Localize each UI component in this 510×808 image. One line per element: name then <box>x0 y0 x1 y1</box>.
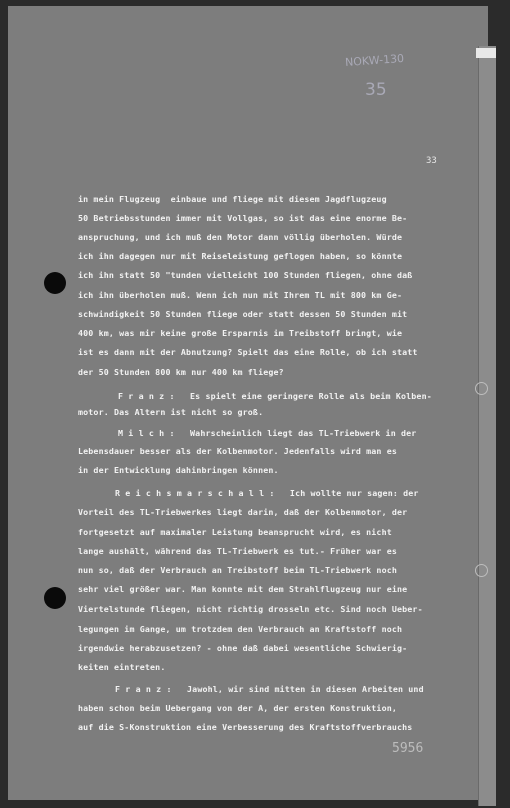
text-line: motor. Das Altern ist nicht so groß. <box>78 407 264 417</box>
text-line: 400 km, was mir keine große Ersparnis im Treibstoff bringt, wie <box>78 328 403 338</box>
page-number: 33 <box>426 156 437 166</box>
text-line: anspruchung, und ich muß den Motor dann völlig überholen. Würde <box>78 232 403 242</box>
text-line: ich ihn dagegen nur mit Reiseleistung geflogen haben, so könnte <box>78 251 403 261</box>
text-line: ich ihn überholen muß. Wenn ich nun mit Ihrem TL mit 800 km Ge- <box>78 290 403 300</box>
text-line: Lebensdauer besser als der Kolbenmotor. Jedenfalls wird man es <box>78 446 397 456</box>
text-line: legungen im Gange, um trotzdem den Verbrauch an Kraftstoff noch <box>78 624 403 634</box>
binder-ring <box>475 564 488 577</box>
text-line: in mein Flugzeug einbaue und fliege mit diesem Jagdflugzeug <box>78 194 387 204</box>
text-line: auf die S-Konstruktion eine Verbesserung des Kraftstoffverbrauchs <box>78 722 413 732</box>
text-line: lange aushält, während das TL-Triebwerk es tut.- Früher war es <box>78 546 397 556</box>
text-line: irgendwie herabzusetzen? - ohne daß dabei wesentliche Schwierig- <box>78 643 408 653</box>
text-line: M i l c h : Wahrscheinlich liegt das TL-Triebwerk in der <box>118 428 417 438</box>
punch-hole <box>44 587 66 609</box>
punch-hole <box>44 272 66 294</box>
text-line: fortgesetzt auf maximaler Leistung beansprucht wird, es nicht <box>78 527 392 537</box>
stamp-number: 35 <box>365 80 387 100</box>
text-line: Vorteil des TL-Triebwerkes liegt darin, daß der Kolbenmotor, der <box>78 507 408 517</box>
text-line: sehr viel größer war. Man konnte mit dem Strahlflugzeug nur eine <box>78 584 408 594</box>
text-line: R e i c h s m a r s c h a l l : Ich wollte nur sagen: der <box>115 488 419 498</box>
text-line: der 50 Stunden 800 km nur 400 km fliege? <box>78 367 284 377</box>
sheet-number: 5956 <box>392 741 424 756</box>
binder-ring <box>475 382 488 395</box>
text-line: keiten eintreten. <box>78 662 166 672</box>
page-edge-strip <box>478 46 496 806</box>
text-line: ich ihn statt 50 "tunden vielleicht 100 Stunden fliegen, ohne daß <box>78 270 413 280</box>
text-line: 50 Betriebsstunden immer mit Vollgas, so ist das eine enorme Be- <box>78 213 408 223</box>
text-line: schwindigkeit 50 Stunden fliege oder statt dessen 50 Stunden mit <box>78 309 408 319</box>
text-line: nun so, daß der Verbrauch an Treibstoff beim TL-Triebwerk noch <box>78 565 397 575</box>
text-line: F r a n z : Jawohl, wir sind mitten in diesen Arbeiten und <box>115 684 424 694</box>
text-line: Viertelstunde fliegen, nicht richtig drosseln etc. Sind noch Ueber- <box>78 604 423 614</box>
text-line: ist es dann mit der Abnutzung? Spielt das eine Rolle, ob ich statt <box>78 347 418 357</box>
page-edge-highlight <box>476 48 496 58</box>
text-line: in der Entwicklung dahinbringen können. <box>78 465 279 475</box>
archive-stamp: NOKW-130 <box>344 51 405 70</box>
text-line: F r a n z : Es spielt eine geringere Rolle als beim Kolben- <box>118 391 432 401</box>
document-page <box>8 6 488 800</box>
text-line: haben schon beim Uebergang von der A, der ersten Konstruktion, <box>78 703 397 713</box>
